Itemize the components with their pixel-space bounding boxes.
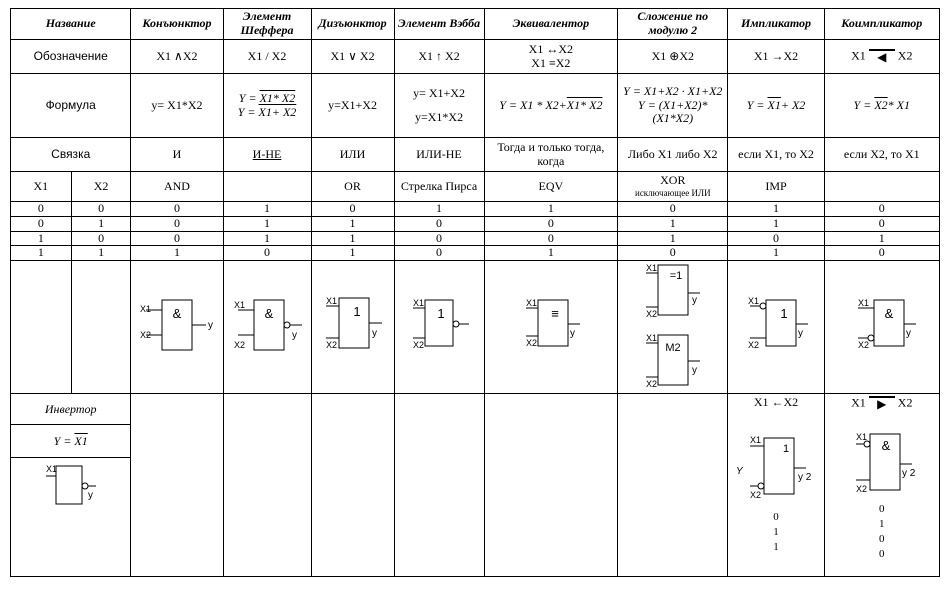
name-en-row: [11, 172, 940, 202]
truth-cell: 1: [618, 231, 728, 246]
imp-x2: X2: [747, 340, 759, 351]
truth-cell: 0: [131, 216, 223, 231]
logic-gates-table: [10, 8, 940, 577]
coimp-x1: X1: [858, 298, 870, 309]
designation-xor: X1 ⊕X2: [618, 40, 728, 74]
formula-webb: [394, 74, 484, 138]
formula-imp-pre: Y =: [746, 97, 768, 112]
truth-cell: 0: [824, 246, 939, 261]
formula-imp-post: + X2: [780, 97, 806, 112]
xor-y: y: [692, 295, 698, 307]
formula-sheffer: [223, 74, 311, 138]
extra-coimp-x1: X1: [851, 395, 866, 410]
right-arrow-icon: ▶: [869, 396, 895, 412]
link-coimplicator: если X2, то X1: [824, 138, 939, 172]
designation-conjunctor: X1 ∧X2: [131, 40, 223, 74]
formula-eqv-ol: X1* X2: [566, 97, 603, 112]
formula-row: [11, 74, 940, 138]
formula-coimp-ol: X2: [874, 97, 888, 112]
extra-coimp-value: 0: [879, 547, 885, 560]
header-disjunctor: Дизъюнктор: [311, 9, 394, 40]
extra-coimp-cell: [824, 393, 939, 576]
extra-coimp-value: 1: [879, 517, 885, 530]
truth-cell: 1: [728, 216, 824, 231]
truth-cell: 1: [311, 216, 394, 231]
name-eqv: EQV: [484, 172, 618, 202]
coimp-arrow-icon: ◀: [869, 49, 895, 65]
m2-x1: X1: [646, 333, 658, 344]
coimp-x2: X2: [858, 340, 870, 351]
truth-cell: 0: [618, 246, 728, 261]
name-xor: [618, 172, 728, 202]
and-gate-icon: [134, 290, 219, 360]
gate-imp: [728, 261, 824, 394]
gate-row: [11, 261, 940, 394]
truth-cell: 0: [394, 231, 484, 246]
truth-cell: 1: [311, 246, 394, 261]
designation-equivalent-a: X1 ↔X2: [528, 41, 574, 56]
designation-row: [11, 40, 940, 74]
designation-implicator: X1 →X2: [728, 40, 824, 74]
link-implicator: если X1, то X2: [728, 138, 824, 172]
truth-cell: 1: [728, 202, 824, 217]
truth-cell: 0: [394, 216, 484, 231]
name-imp: IMP: [728, 172, 824, 202]
inverter-cell: [11, 393, 131, 576]
truth-cell: 1: [11, 231, 72, 246]
truth-cell: 1: [728, 246, 824, 261]
truth-cell: 0: [824, 216, 939, 231]
header-implicator: Импликатор: [728, 9, 824, 40]
name-xor-main: XOR: [660, 173, 686, 188]
truth-cell: 0: [618, 202, 728, 217]
gate-empty-x1: [11, 261, 72, 394]
extra-imp-x2: X2: [750, 489, 762, 500]
truth-cell: 0: [824, 202, 939, 217]
name-sheffer-empty: [223, 172, 311, 202]
eqv-y: y: [570, 328, 576, 340]
bottom-empty-6: [618, 393, 728, 576]
label-x1: X1: [11, 172, 72, 202]
name-pierce: Стрелка Пирса: [394, 172, 484, 202]
coimp-gate-label: &: [884, 306, 894, 322]
truth-cell: 1: [394, 202, 484, 217]
formula-xor: [618, 74, 728, 138]
xor-gate-label: =1: [669, 270, 683, 283]
nand-gate-icon: [226, 290, 311, 360]
name-xor-sub: исключающее ИЛИ: [635, 188, 711, 199]
extra-imp-cell: [728, 393, 824, 576]
truth-cell: 0: [71, 231, 131, 246]
formula-eqv-pre: Y = X1 * X2+: [499, 97, 567, 112]
gate-sheffer: [223, 261, 311, 394]
link-conjunctor: И: [131, 138, 223, 172]
link-row: [11, 138, 940, 172]
imp-gate-icon: [734, 290, 819, 360]
truth-cell: 0: [11, 202, 72, 217]
truth-row: [11, 216, 940, 231]
inverter-formula-pre: Y =: [53, 433, 75, 448]
link-xor: Либо X1 либо X2: [618, 138, 728, 172]
formula-sheffer-b: X1+ X2: [258, 104, 297, 119]
bottom-empty-1: [131, 393, 223, 576]
truth-cell: 1: [131, 246, 223, 261]
extra-imp-value: 1: [773, 525, 779, 538]
extra-imp-y: Y: [736, 465, 744, 477]
extra-coimp-title: [827, 396, 937, 412]
or-gate-label: 1: [352, 304, 361, 320]
or-x2: X2: [325, 340, 337, 351]
formula-coimp-post: * X1: [887, 97, 911, 112]
inverter-formula-ol: X1: [74, 433, 88, 448]
header-sheffer: Элемент Шеффера: [223, 9, 311, 40]
extra-imp-value: 1: [773, 540, 779, 553]
truth-cell: 0: [311, 202, 394, 217]
truth-cell: 1: [71, 216, 131, 231]
name-or: OR: [311, 172, 394, 202]
truth-cell: 1: [223, 231, 311, 246]
truth-cell: 0: [223, 246, 311, 261]
formula-coimp-pre: Y =: [853, 97, 875, 112]
header-xor: Сложение по модулю 2: [618, 9, 728, 40]
formula-disjunctor: y=X1+X2: [311, 74, 394, 138]
name-coimp-empty: [824, 172, 939, 202]
formula-webb-a: y= X1+X2: [413, 85, 465, 100]
header-equivalent: Эквивалентор: [484, 9, 618, 40]
inverter-formula: [11, 425, 130, 458]
extra-imp-values: [730, 510, 821, 555]
gate-eqv: [484, 261, 618, 394]
formula-equivalent: [484, 74, 618, 138]
extra-imp-value: 0: [773, 510, 779, 523]
name-and: AND: [131, 172, 223, 202]
nand-gate-label: &: [264, 306, 273, 322]
and-x2: X2: [140, 330, 152, 341]
and-x1: X1: [140, 304, 152, 315]
formula-webb-b: y=X1*X2: [414, 109, 464, 124]
or-x1: X1: [325, 296, 337, 307]
link-equivalent: Тогда и только тогда, когда: [484, 138, 618, 172]
truth-cell: 1: [618, 216, 728, 231]
designation-coimplicator: [824, 40, 939, 74]
nor-x1: X1: [413, 298, 425, 309]
eqv-x1: X1: [526, 298, 538, 309]
header-name: Название: [11, 9, 131, 40]
nand-x2: X2: [233, 340, 245, 351]
inverter-x1: X1: [45, 463, 57, 474]
designation-disjunctor: X1 ∨ X2: [311, 40, 394, 74]
formula-sheffer-b-pre: Y =: [237, 104, 259, 119]
bottom-empty-2: [223, 393, 311, 576]
link-webb: ИЛИ-НЕ: [394, 138, 484, 172]
extra-coimp-x2: X2: [897, 395, 913, 410]
truth-cell: 0: [728, 231, 824, 246]
formula-coimplicator: [824, 74, 939, 138]
truth-cell: 1: [311, 231, 394, 246]
designation-coimp-x2: X2: [897, 48, 913, 63]
extra-imp-x1: X1: [750, 434, 762, 445]
extra-imp-gate-icon: [730, 432, 824, 512]
m2-gate-label: M2: [665, 342, 681, 355]
or-y: y: [371, 328, 377, 340]
bottom-empty-4: [394, 393, 484, 576]
coimp-y: y: [906, 328, 912, 340]
designation-coimp-x1: X1: [851, 48, 866, 63]
link-sheffer: И-НЕ: [223, 138, 311, 172]
extra-imp-title: X1 ←X2: [753, 394, 799, 409]
truth-cell: 0: [71, 202, 131, 217]
formula-xor-a: Y = X1+X2 · X1+X2: [623, 83, 723, 98]
row-label-link: Связка: [11, 138, 131, 172]
coimp-gate-icon: [834, 290, 929, 360]
designation-webb: X1 ↑ X2: [394, 40, 484, 74]
eqv-gate-label: ≡: [551, 306, 560, 322]
m2-y: y: [692, 365, 698, 377]
row-label-formula: Формула: [11, 74, 131, 138]
designation-equivalent-b: X1 ≡X2: [531, 55, 571, 70]
header-coimplicator: Коимпликатор: [824, 9, 939, 40]
extra-coimp-value: 0: [879, 532, 885, 545]
xor-x2: X2: [646, 309, 658, 320]
bottom-empty-5: [484, 393, 618, 576]
extra-imp-out: y 2: [798, 471, 812, 483]
extra-coimp-values: [827, 502, 937, 562]
nor-gate-label: 1: [437, 306, 445, 322]
nor-gate-icon: [401, 290, 477, 360]
truth-cell: 1: [484, 246, 618, 261]
imp-x1: X1: [747, 296, 759, 307]
truth-row: [11, 231, 940, 246]
row-label-designation: Обозначение: [11, 40, 131, 74]
bottom-row: [11, 393, 940, 576]
and-gate-label: &: [173, 306, 182, 322]
nand-y: y: [291, 330, 297, 342]
truth-cell: 1: [484, 202, 618, 217]
gate-webb: [394, 261, 484, 394]
header-conjunctor: Конъюнктор: [131, 9, 223, 40]
truth-cell: 0: [131, 231, 223, 246]
bottom-empty-3: [311, 393, 394, 576]
truth-cell: 1: [223, 216, 311, 231]
extra-coimp-out: y 2: [902, 467, 916, 479]
header-row: [11, 9, 940, 40]
inverter-y: y: [87, 489, 93, 501]
truth-cell: 1: [11, 246, 72, 261]
or-gate-icon: [314, 290, 394, 360]
extra-coimp-label: &: [881, 437, 891, 453]
label-x2: X2: [71, 172, 131, 202]
designation-sheffer: X1 / X2: [223, 40, 311, 74]
truth-cell: 0: [484, 216, 618, 231]
link-disjunctor: ИЛИ: [311, 138, 394, 172]
truth-cell: 1: [824, 231, 939, 246]
header-webb: Элемент Вэбба: [394, 9, 484, 40]
nor-x2: X2: [413, 340, 425, 351]
formula-conjunctor: y= X1*X2: [131, 74, 223, 138]
gate-or: [311, 261, 394, 394]
formula-sheffer-a: X1* X2: [259, 90, 296, 105]
truth-row: [11, 202, 940, 217]
formula-xor-b: Y = (X1+X2)*(X1*X2): [638, 97, 708, 126]
xor-gate-icon: [620, 261, 728, 389]
and-y: y: [208, 320, 214, 332]
inverter-gate-icon: [16, 458, 126, 528]
extra-coimp-gate-icon: [834, 428, 929, 508]
gate-coimp: [824, 261, 939, 394]
imp-gate-label: 1: [779, 306, 788, 322]
extra-coimp-gx1: X1: [856, 431, 868, 442]
extra-imp-label: 1: [783, 442, 790, 455]
formula-sheffer-a-pre: Y =: [238, 90, 260, 105]
designation-equivalent: [484, 40, 618, 74]
extra-coimp-value: 0: [879, 502, 885, 515]
truth-cell: 0: [131, 202, 223, 217]
truth-cell: 1: [223, 202, 311, 217]
gate-and: [131, 261, 223, 394]
formula-implicator: [728, 74, 824, 138]
formula-imp-ol: X1: [767, 97, 781, 112]
inverter-title: Инвертор: [11, 394, 130, 425]
xor-x1: X1: [646, 263, 658, 274]
extra-coimp-gx2: X2: [856, 483, 868, 494]
imp-y: y: [797, 328, 803, 340]
gate-empty-x2: [71, 261, 131, 394]
eqv-x2: X2: [526, 338, 538, 349]
nand-x1: X1: [233, 300, 245, 311]
eqv-gate-icon: [508, 290, 593, 360]
truth-cell: 1: [71, 246, 131, 261]
truth-cell: 0: [11, 216, 72, 231]
truth-cell: 0: [394, 246, 484, 261]
gate-xor: [618, 261, 728, 394]
truth-cell: 0: [484, 231, 618, 246]
truth-row: [11, 246, 940, 261]
m2-x2: X2: [646, 379, 658, 390]
